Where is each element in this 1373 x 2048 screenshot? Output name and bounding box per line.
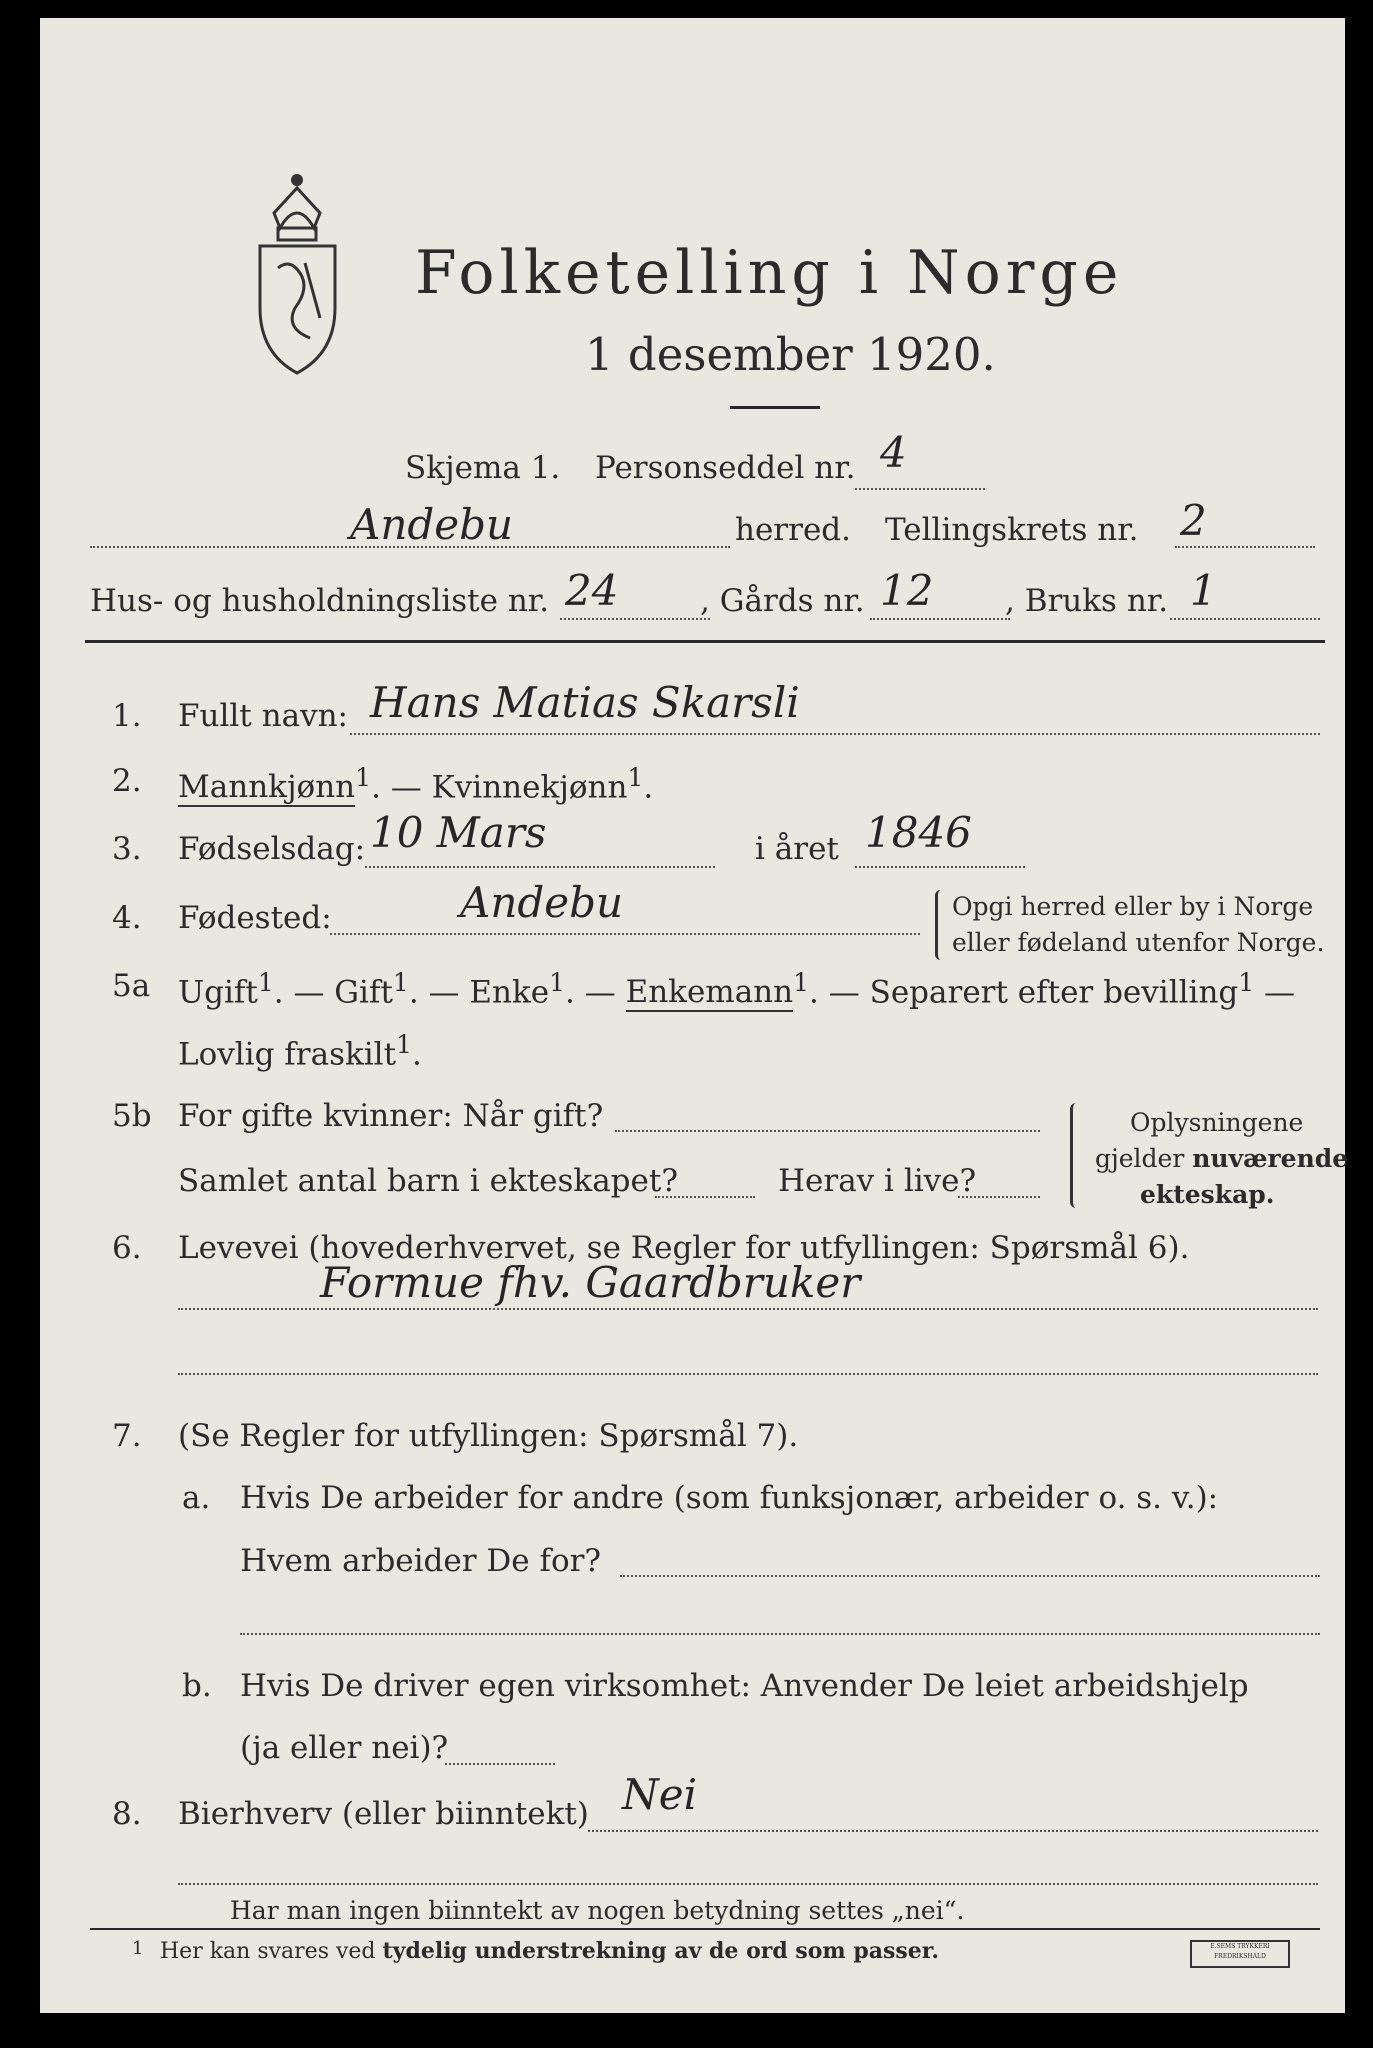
skjema-label: Skjema 1.	[405, 450, 561, 486]
q7a-label: Hvis De arbeider for andre (som funksjonær, arbeider o. s. v.):	[240, 1480, 1219, 1516]
form-date: 1 desember 1920.	[585, 328, 996, 381]
q7a-label-2: Hvem arbeider De for?	[240, 1543, 602, 1579]
q5b-label-1: For gifte kvinner: Når gift?	[178, 1098, 604, 1134]
q5b-note-1: Oplysningene	[1130, 1108, 1304, 1137]
gards-label: , Gårds nr.	[700, 583, 865, 619]
q7b-letter: b.	[182, 1668, 212, 1704]
title-divider	[730, 406, 820, 409]
q5b-label-3: Herav i live?	[778, 1163, 977, 1199]
q5a-number: 5a	[112, 968, 151, 1004]
occupation-value[interactable]: Formue fhv. Gaardbruker	[320, 1258, 861, 1307]
bruks-value[interactable]: 1	[1190, 566, 1217, 615]
q8-note: Har man ingen biinntekt av nogen betydning settes „nei“.	[230, 1896, 965, 1925]
footnote-rule	[90, 1928, 1320, 1930]
q5b-label-2: Samlet antal barn i ekteskapet?	[178, 1163, 678, 1199]
personseddel-label: Personseddel nr.	[595, 450, 856, 486]
q3-label: Fødselsdag:	[178, 831, 366, 867]
q1-number: 1.	[112, 698, 142, 734]
q7-number: 7.	[112, 1418, 142, 1454]
tellingskrets-value[interactable]: 2	[1180, 496, 1207, 545]
husliste-label: Hus- og husholdningsliste nr.	[90, 583, 550, 619]
birth-date-value[interactable]: 10 Mars	[370, 808, 547, 857]
q7b-label-2: (ja eller nei)?	[240, 1730, 449, 1766]
q1-label: Fullt navn:	[178, 698, 348, 734]
herred-label: herred.	[735, 512, 851, 548]
q2-number: 2.	[112, 763, 142, 799]
q4-label: Fødested:	[178, 900, 332, 936]
q7a-answer-line[interactable]	[620, 1575, 1320, 1577]
q6-label: Levevei (hovederhvervet, se Regler for utfyllingen: Spørsmål 6).	[178, 1230, 1190, 1266]
tellingskrets-label: Tellingskrets nr.	[885, 512, 1139, 548]
census-form-page	[40, 18, 1349, 2013]
birthplace-value[interactable]: Andebu	[460, 878, 624, 927]
footnote-mark: 1	[132, 1938, 144, 1959]
birth-year-value[interactable]: 1846	[865, 808, 972, 857]
bruks-label: , Bruks nr.	[1005, 583, 1169, 619]
form-title: Folketelling i Norge	[415, 238, 1124, 308]
full-name-value[interactable]: Hans Matias Skarsli	[370, 678, 800, 727]
coat-of-arms-icon	[250, 168, 345, 378]
header-rule	[85, 640, 1325, 643]
q7b-label: Hvis De driver egen virksomhet: Anvender De leiet arbeidshjelp	[240, 1668, 1249, 1704]
q7b-answer-line[interactable]	[445, 1763, 555, 1765]
option-male[interactable]: Mannkjønn	[178, 769, 356, 806]
q3-number: 3.	[112, 831, 142, 867]
husliste-value[interactable]: 24	[565, 566, 619, 615]
q4-note-2: eller fødeland utenfor Norge.	[952, 928, 1325, 957]
q4-number: 4.	[112, 900, 142, 936]
option-enkemann[interactable]: Enkemann	[625, 974, 794, 1011]
side-income-value[interactable]: Nei	[622, 1770, 698, 1819]
footnote-text: Her kan svares ved tydelig understrekning av de ord som passer.	[160, 1938, 940, 1964]
personseddel-value[interactable]: 4	[880, 428, 907, 477]
q6-number: 6.	[112, 1230, 142, 1266]
gards-value[interactable]: 12	[880, 566, 934, 615]
q8-number: 8.	[112, 1796, 142, 1832]
q5b-note-2: gjelder nuværende	[1095, 1144, 1349, 1173]
q7-label: (Se Regler for utfyllingen: Spørsmål 7).	[178, 1418, 799, 1454]
q7a-letter: a.	[182, 1480, 211, 1516]
q5a-lovlig[interactable]: Lovlig fraskilt$^1$.	[178, 1030, 422, 1073]
herred-value[interactable]: Andebu	[350, 500, 514, 549]
printer-stamp: E.SEMS TRYKKERI FREDRIKSHALD	[1190, 1940, 1290, 1968]
option-female[interactable]: Kvinnekjønn	[431, 769, 628, 806]
q5b-number: 5b	[112, 1098, 152, 1134]
q4-note-1: Opgi herred eller by i Norge	[952, 892, 1314, 921]
year-label: i året	[755, 831, 839, 867]
q8-label: Bierhverv (eller biinntekt)	[178, 1796, 589, 1832]
q2-options: Mannkjønn$^1$. — Kvinnekjønn$^1$.	[178, 763, 654, 806]
q5b-note-3: ekteskap.	[1140, 1180, 1275, 1209]
q5a-options: Ugift$^1$. — Gift$^1$. — Enke$^1$. — Enkemann$^1$. — Separert efter bevilling$^1$ —	[178, 968, 1296, 1011]
